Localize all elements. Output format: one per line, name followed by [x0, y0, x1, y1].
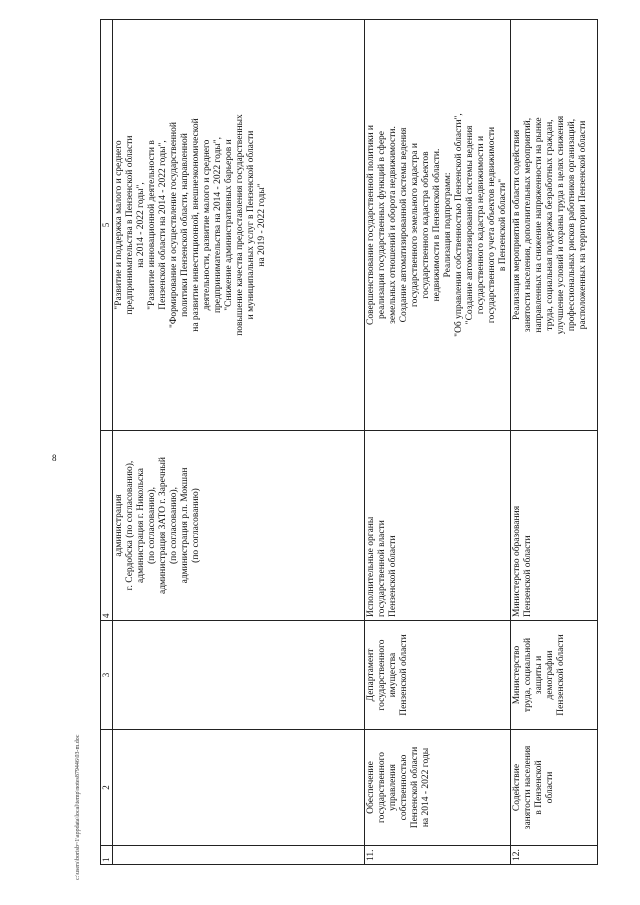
programs-table [100, 19, 598, 865]
header-col-2: 2 [101, 730, 113, 846]
text-line: области [545, 771, 555, 804]
text-line: Департамент [366, 648, 376, 702]
text-line: государственного кадастра объектов [421, 151, 431, 299]
text-line: администрация [114, 494, 124, 557]
text-line: предпринимательства в Пензенской области [125, 135, 135, 315]
text-line: государственного кадастра недвижимости и [476, 135, 486, 315]
text-line: администрация г. Никольска [136, 468, 146, 583]
text-line: на развитие инвестиционной, внешнеэкономической [191, 118, 201, 332]
text-line: государственного учета объектов недвижимости [487, 126, 497, 324]
text-line: расположенных на территории Пензенской области [578, 120, 588, 330]
text-line: улучшение условий и охраны труда в целях снижения [556, 115, 566, 335]
program-name-cell [511, 730, 598, 846]
text-line: Исполнительные органы [366, 516, 376, 617]
program-name-cell [365, 730, 511, 846]
responsible-cell [365, 621, 511, 730]
text-line: "Об управлении собственностью Пензенской области", [454, 113, 464, 337]
text-line: г. Сердобска (по согласованию), [125, 460, 135, 591]
header-col-4: 4 [101, 431, 113, 621]
text-line: на 2014 - 2022 годы [421, 747, 431, 828]
text-line: "Развитие инновационной деятельности в [147, 140, 157, 310]
text-line: и муниципальных услуг в Пензенской области [246, 130, 256, 320]
text-line: Пензенской области [523, 535, 533, 617]
responsible-cell [511, 621, 598, 730]
row-number: 11. [365, 846, 511, 865]
text-line: Пензенской области на 2014 - 2022 годы", [158, 140, 168, 310]
page-number: 8 [52, 453, 57, 463]
text-line: администрация ЗАТО г. Заречный [158, 457, 168, 594]
text-line: повышение качества предоставления государственных [235, 114, 245, 336]
text-line: на 2019 - 2022 годы" [257, 183, 267, 267]
text-line: Содействие [512, 763, 522, 812]
text-line: Пензенской области [410, 746, 420, 829]
text-line: деятельности, развитие малого и среднего [202, 139, 212, 311]
text-line: труда, социальной [523, 637, 533, 713]
text-line: недвижимости в Пензенской области. [432, 148, 442, 302]
text-line: "Снижение административных барьеров и [224, 139, 234, 311]
text-line: администрация р.п. Мокшан [180, 467, 190, 584]
text-line: "Создание автоматизированной системы ведения [465, 125, 475, 325]
text-line: (по согласованию), [147, 486, 157, 565]
participants-cell [365, 431, 511, 621]
subprograms-cell [511, 20, 598, 431]
text-line: политики Пензенской области, направленной [180, 133, 190, 317]
text-line: государственного [377, 639, 387, 711]
participants-cell [113, 431, 365, 621]
text-line: имущества [388, 652, 398, 698]
file-path-footer: c:\users\borisb~1\appdata\local\temp\notes879446\03-m.doc [75, 734, 81, 880]
text-line: направленных на снижение напряженности на рынке [534, 117, 544, 333]
table-row [511, 20, 598, 865]
text-line: Министерство [512, 645, 522, 705]
text-line: труда, социальная поддержка безработных граждан, [545, 119, 555, 331]
text-line: государственного земельного кадастра и [410, 143, 420, 307]
text-line: в Пензенской области" [498, 178, 508, 272]
text-line: государственного [377, 751, 387, 824]
text-line: реализация государственных функций в сфере [377, 131, 387, 319]
responsible-cell [113, 621, 365, 730]
text-line: Создание автоматизированной системы ведения [399, 127, 409, 323]
row-number: 12. [511, 846, 598, 865]
text-line: Пензенской области [388, 535, 398, 617]
text-line: Реализация подпрограмм: [443, 172, 453, 278]
text-line: Совершенствование государственной политики и [366, 125, 376, 325]
text-line: Обеспечение [366, 761, 376, 814]
header-col-3: 3 [101, 621, 113, 730]
text-line: управления [388, 764, 398, 811]
text-line: занятости населения, дополнительных мероприятий, [523, 117, 533, 333]
table-row [113, 20, 365, 865]
text-line: государственной власти [377, 520, 387, 617]
text-line: Пензенской области [556, 634, 566, 716]
text-line: профессиональных рисков работников организаций, [567, 118, 577, 332]
text-line: земельных отношений и оборота недвижимости. [388, 126, 398, 324]
header-col-1: 1 [101, 846, 113, 865]
text-line: демографии [545, 650, 555, 700]
text-line: Пензенской области [399, 634, 409, 716]
program-name-cell [113, 730, 365, 846]
row-number [113, 846, 365, 865]
table-row [365, 20, 511, 865]
participants-cell [511, 431, 598, 621]
header-col-5: 5 [101, 20, 113, 431]
text-line: Реализация мероприятий в области содействия [512, 129, 522, 321]
text-line: "Развитие и поддержка малого и среднего [114, 140, 124, 310]
text-line: (по согласованию) [191, 488, 201, 563]
text-line: предпринимательства на 2014 - 2022 годы", [213, 136, 223, 314]
subprograms-cell [365, 20, 511, 431]
text-line: "Формирование и осуществление государственной [169, 122, 179, 328]
text-line: собственностью [399, 754, 409, 821]
text-line: Министерство образования [512, 505, 522, 617]
text-line: защиты и [534, 655, 544, 695]
rotated-page-content [100, 45, 600, 865]
table-header-row [101, 20, 113, 865]
subprograms-cell [113, 20, 365, 431]
text-line: занятости населения [523, 745, 533, 830]
text-line: в Пензенской [534, 760, 544, 815]
text-line: (по согласованию), [169, 486, 179, 565]
text-line: на 2014 - 2022 годы", [136, 182, 146, 268]
